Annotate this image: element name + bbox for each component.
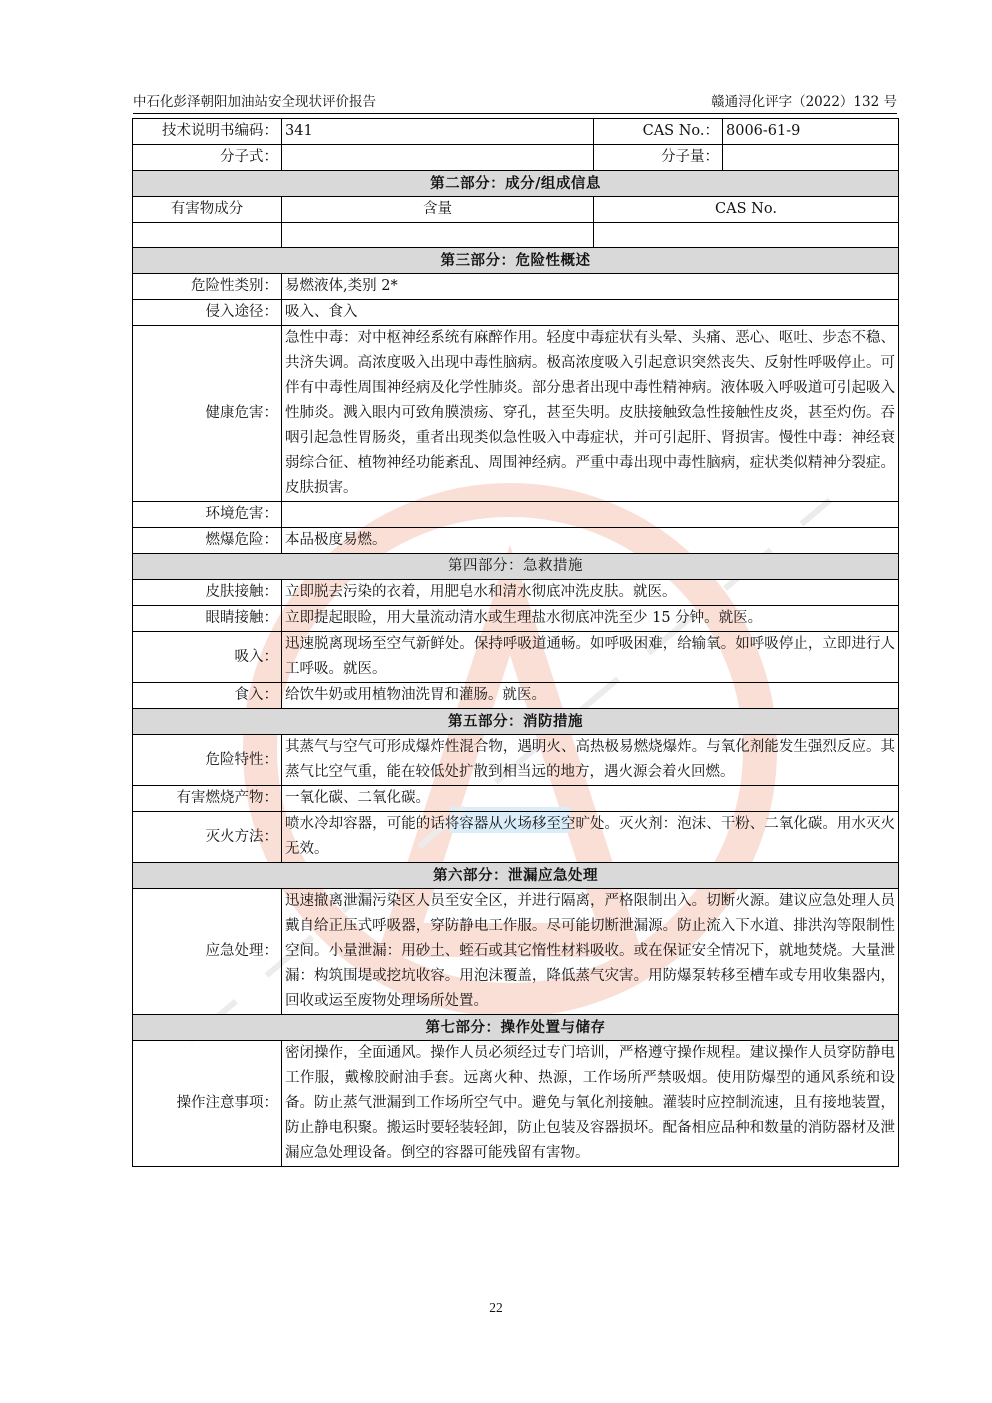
row-label: 眼睛接触：	[133, 606, 282, 632]
table-row	[133, 580, 899, 606]
composition-cell	[282, 223, 594, 248]
row-label: 操作注意事项：	[133, 1041, 282, 1167]
header-report-title: 中石化彭泽朝阳加油站安全现状评价报告	[133, 94, 376, 110]
formula-label: 分子式：	[133, 145, 282, 171]
row-label: 侵入途径：	[133, 300, 282, 326]
page-header	[133, 86, 897, 114]
table-row	[133, 683, 899, 709]
formula-row	[133, 145, 899, 171]
table-row	[133, 632, 899, 683]
table-row	[133, 889, 899, 1015]
row-text: 立即脱去污染的衣着，用肥皂水和清水彻底冲洗皮肤。就医。	[282, 580, 899, 606]
section-title-part4: 第四部分：急救措施	[133, 554, 899, 580]
tech-code-value: 341	[282, 119, 594, 145]
composition-cell	[133, 223, 282, 248]
page-number: 22	[489, 1300, 503, 1315]
table-row	[133, 735, 899, 786]
row-text: 给饮牛奶或用植物油洗胃和灌肠。就医。	[282, 683, 899, 709]
row-label: 危险特性：	[133, 735, 282, 786]
row-label: 危险性类别：	[133, 274, 282, 300]
col-content: 含量	[282, 197, 594, 223]
row-label: 有害燃烧产物：	[133, 786, 282, 812]
row-label: 皮肤接触：	[133, 580, 282, 606]
table-row	[133, 300, 899, 326]
section-title-part6: 第六部分：泄漏应急处理	[133, 863, 899, 889]
row-text: 一氧化碳、二氧化碳。	[282, 786, 899, 812]
table-row	[133, 1041, 899, 1167]
tech-code-label: 技术说明书编码：	[133, 119, 282, 145]
section-title-part7: 第七部分：操作处置与储存	[133, 1015, 899, 1041]
row-text: 吸入、食入	[282, 300, 899, 326]
table-row	[133, 326, 899, 502]
table-row	[133, 606, 899, 632]
table-row	[133, 502, 899, 528]
row-text: 本品极度易燃。	[282, 528, 899, 554]
weight-label: 分子量：	[594, 145, 723, 171]
weight-value	[723, 145, 899, 171]
msds-table	[132, 118, 899, 1167]
col-hazardous-component: 有害物成分	[133, 197, 282, 223]
row-text: 急性中毒：对中枢神经系统有麻醉作用。轻度中毒症状有头晕、头痛、恶心、呕吐、步态不稳、共济失调。高浓度吸入出现中毒性脑病。极高浓度吸入引起意识突然丧失、反射性呼吸停止。可伴有中毒性周围神经病及化学性肺炎。部分患者出现中毒性精神病。液体吸入呼吸道可引起吸入性肺炎。溅入眼内可致角膜溃疡、穿孔，甚至失明。皮肤接触致急性接触性皮炎，甚至灼伤。吞咽引起急性胃肠炎，重者出现类似急性吸入中毒症状，并可引起肝、肾损害。慢性中毒：神经衰弱综合征、植物神经功能紊乱、周围神经病。严重中毒出现中毒性脑病，症状类似精神分裂症。皮肤损害。	[282, 326, 899, 502]
composition-header-row	[133, 197, 899, 223]
col-cas-no: CAS No.	[594, 197, 899, 223]
row-text: 易燃液体,类别 2*	[282, 274, 899, 300]
table-row	[133, 528, 899, 554]
composition-cell	[594, 223, 899, 248]
row-text: 其蒸气与空气可形成爆炸性混合物，遇明火、高热极易燃烧爆炸。与氧化剂能发生强烈反应。其蒸气比空气重，能在较低处扩散到相当远的地方，遇火源会着火回燃。	[282, 735, 899, 786]
table-row	[133, 274, 899, 300]
tech-code-row	[133, 119, 899, 145]
row-text: 密闭操作，全面通风。操作人员必须经过专门培训，严格遵守操作规程。建议操作人员穿防静电工作服，戴橡胶耐油手套。远离火种、热源，工作场所严禁吸烟。使用防爆型的通风系统和设备。防止蒸气泄漏到工作场所空气中。避免与氧化剂接触。灌装时应控制流速，且有接地装置，防止静电积聚。搬运时要轻装轻卸，防止包装及容器损坏。配备相应品种和数量的消防器材及泄漏应急处理设备。倒空的容器可能残留有害物。	[282, 1041, 899, 1167]
row-label: 吸入：	[133, 632, 282, 683]
section-title-part2: 第二部分：成分/组成信息	[133, 171, 899, 197]
row-label: 环境危害：	[133, 502, 282, 528]
cas-label: CAS No.：	[594, 119, 723, 145]
row-label: 健康危害：	[133, 326, 282, 502]
row-text: 立即提起眼睑，用大量流动清水或生理盐水彻底冲洗至少 15 分钟。就医。	[282, 606, 899, 632]
section-title-part3: 第三部分：危险性概述	[133, 248, 899, 274]
row-text	[282, 502, 899, 528]
formula-value	[282, 145, 594, 171]
composition-empty-row	[133, 223, 899, 248]
section-title-part5: 第五部分：消防措施	[133, 709, 899, 735]
row-text: 迅速脱离现场至空气新鲜处。保持呼吸道通畅。如呼吸困难，给输氧。如呼吸停止，立即进行人工呼吸。就医。	[282, 632, 899, 683]
row-text: 喷水冷却容器，可能的话将容器从火场移至空旷处。灭火剂：泡沫、干粉、二氧化碳。用水灭火无效。	[282, 812, 899, 863]
row-label: 应急处理：	[133, 889, 282, 1015]
cas-value: 8006-61-9	[723, 119, 899, 145]
row-label: 食入：	[133, 683, 282, 709]
row-text: 迅速撤离泄漏污染区人员至安全区，并进行隔离，严格限制出入。切断火源。建议应急处理人员戴自给正压式呼吸器，穿防静电工作服。尽可能切断泄漏源。防止流入下水道、排洪沟等限制性空间。小量泄漏：用砂土、蛭石或其它惰性材料吸收。或在保证安全情况下，就地焚烧。大量泄漏：构筑围堤或挖坑收容。用泡沫覆盖，降低蒸气灾害。用防爆泵转移至槽车或专用收集器内，回收或运至废物处理场所处置。	[282, 889, 899, 1015]
row-label: 灭火方法：	[133, 812, 282, 863]
row-label: 燃爆危险：	[133, 528, 282, 554]
table-row	[133, 812, 899, 863]
header-report-number: 赣通浔化评字（2022）132 号	[711, 94, 897, 110]
table-row	[133, 786, 899, 812]
